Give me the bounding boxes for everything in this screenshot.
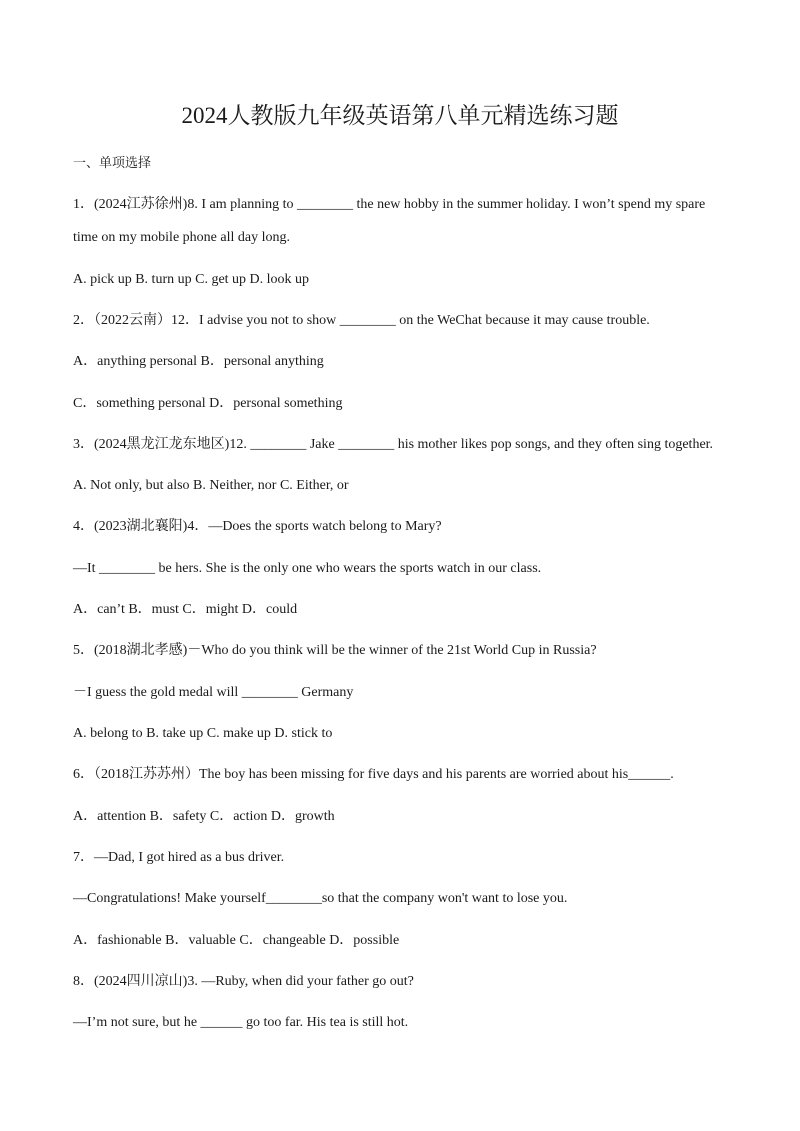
question-1-stem: 1．(2024江苏徐州)8. I am planning to ________ the new hobby in the summer holiday. I won’t spend my spare: [73, 197, 706, 212]
question-2-stem: 2．（2022云南）12．I advise you not to show ________ on the WeChat because it may cause trouble.: [73, 313, 650, 328]
question-8-stem: 8．(2024四川凉山)3. —Ruby, when did your father go out?: [73, 974, 414, 989]
question-5-options: A. belong to B. take up C. make up D. stick to: [73, 726, 333, 741]
question-4-stem: 4．(2023湖北襄阳)4．—Does the sports watch belong to Mary?: [73, 519, 442, 534]
question-4-options: A．can’t B．must C．might D．could: [73, 602, 298, 617]
question-5-stem: 5．(2018湖北孝感)－Who do you think will be the winner of the 21st World Cup in Russia?: [73, 643, 597, 658]
question-3-options: A. Not only, but also B. Neither, nor C. Either, or: [73, 478, 349, 493]
question-6-options: A．attention B．safety C．action D．growth: [73, 809, 335, 824]
question-2-options-ab: A．anything personal B．personal anything: [73, 354, 324, 369]
question-6-stem: 6．（2018江苏苏州）The boy has been missing for five days and his parents are worried about his______.: [73, 767, 674, 782]
question-5-dialogue: －I guess the gold medal will ________ Germany: [73, 685, 354, 700]
question-7-dialogue: —Congratulations! Make yourself________so that the company won't want to lose you.: [73, 891, 568, 906]
question-3-stem: 3．(2024黑龙江龙东地区)12. ________ Jake ________ his mother likes pop songs, and they often sing together.: [73, 437, 714, 452]
question-8-dialogue: —I’m not sure, but he ______ go too far. His tea is still hot.: [73, 1015, 409, 1030]
section-heading: 一、单项选择: [73, 155, 152, 170]
question-4-dialogue: —It ________ be hers. She is the only one who wears the sports watch in our class.: [73, 561, 542, 576]
document-title: 2024人教版九年级英语第八单元精选练习题: [181, 103, 619, 128]
question-7-options: A．fashionable B．valuable C．changeable D．possible: [73, 933, 400, 948]
question-1-options: A. pick up B. turn up C. get up D. look up: [73, 272, 310, 287]
question-2-options-cd: C．something personal D．personal something: [73, 396, 343, 411]
question-7-stem: 7．—Dad, I got hired as a bus driver.: [73, 850, 285, 865]
question-1-stem-continued: time on my mobile phone all day long.: [73, 230, 290, 245]
